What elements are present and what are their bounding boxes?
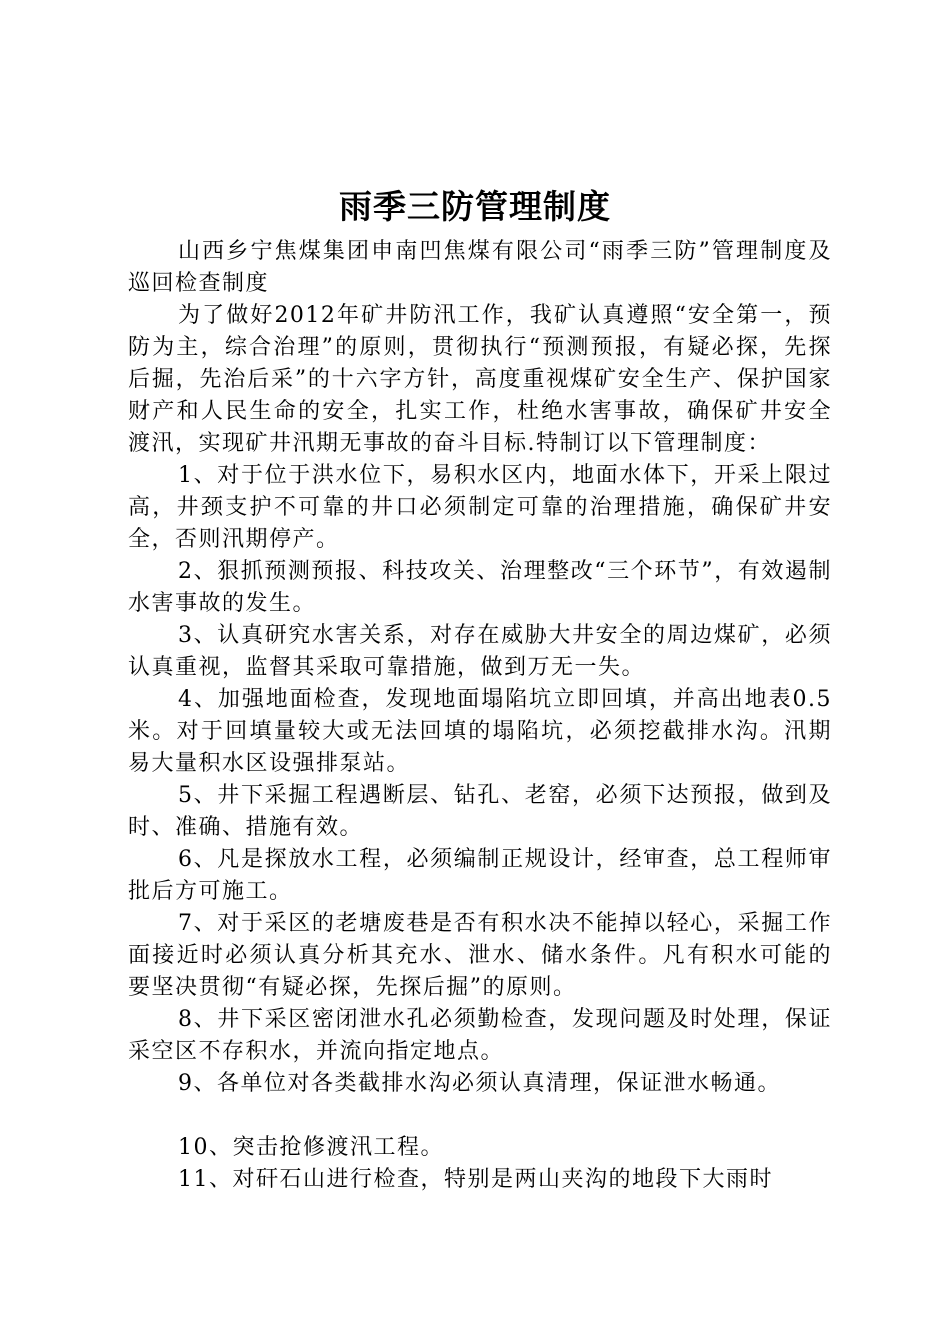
rule-item-2: 2、狠抓预测预报、科技攻关、治理整改“三个环节”，有效遏制水害事故的发生。	[128, 559, 832, 616]
rule-item-4: 4、加强地面检查，发现地面塌陷坑立即回填，并高出地表0.5米。对于回填量较大或无法回填的塌陷坑，必须挖截排水沟。汛期易大量积水区设强排泵站。	[128, 687, 832, 776]
document-body	[128, 236, 832, 1196]
rule-item-7: 7、对于采区的老塘废巷是否有积水决不能掉以轻心，采掘工作面接近时必须认真分析其充水、泄水、储水条件。凡有积水可能的要坚决贯彻“有疑必探，先探后掘”的原则。	[128, 911, 832, 1000]
rule-item-8: 8、井下采区密闭泄水孔必须勤检查，发现问题及时处理，保证采空区不存积水，并流向指定地点。	[128, 1007, 832, 1064]
rule-item-11: 11、对矸石山进行检查，特别是两山夹沟的地段下大雨时	[178, 1167, 773, 1192]
paragraph-company-heading: 山西乡宁焦煤集团申南凹焦煤有限公司“雨季三防”管理制度及巡回检查制度	[128, 239, 832, 296]
document-title: 雨季三防管理制度	[339, 187, 611, 226]
rule-item-3: 3、认真研究水害关系，对存在威胁大井安全的周边煤矿，必须认真重视，监督其采取可靠措施，做到万无一失。	[128, 623, 832, 680]
rule-item-5: 5、井下采掘工程遇断层、钻孔、老窑，必须下达预报，做到及时、准确、措施有效。	[128, 783, 832, 840]
blank-line	[128, 1100, 832, 1132]
rule-item-6: 6、凡是探放水工程，必须编制正规设计，经审查，总工程师审批后方可施工。	[128, 847, 832, 904]
rule-item-1: 1、对于位于洪水位下，易积水区内，地面水体下，开采上限过高，井颈支护不可靠的井口必须制定可靠的治理措施，确保矿井安全，否则汛期停产。	[128, 463, 832, 552]
rule-item-10: 10、突击抢修渡汛工程。	[178, 1135, 444, 1160]
paragraph-introduction: 为了做好2012年矿井防汛工作，我矿认真遵照“安全第一，预防为主，综合治理”的原则，贯彻执行“预测预报，有疑必探，先探后掘，先治后采”的十六字方针，高度重视煤矿安全生产、保护国家财产和人民生命的安全，扎实工作，杜绝水害事故，确保矿井安全渡汛，实现矿井汛期无事故的奋斗目标.特制订以下管理制度：	[128, 303, 832, 456]
rule-item-9: 9、各单位对各类截排水沟必须认真清理，保证泄水畅通。	[178, 1071, 781, 1096]
